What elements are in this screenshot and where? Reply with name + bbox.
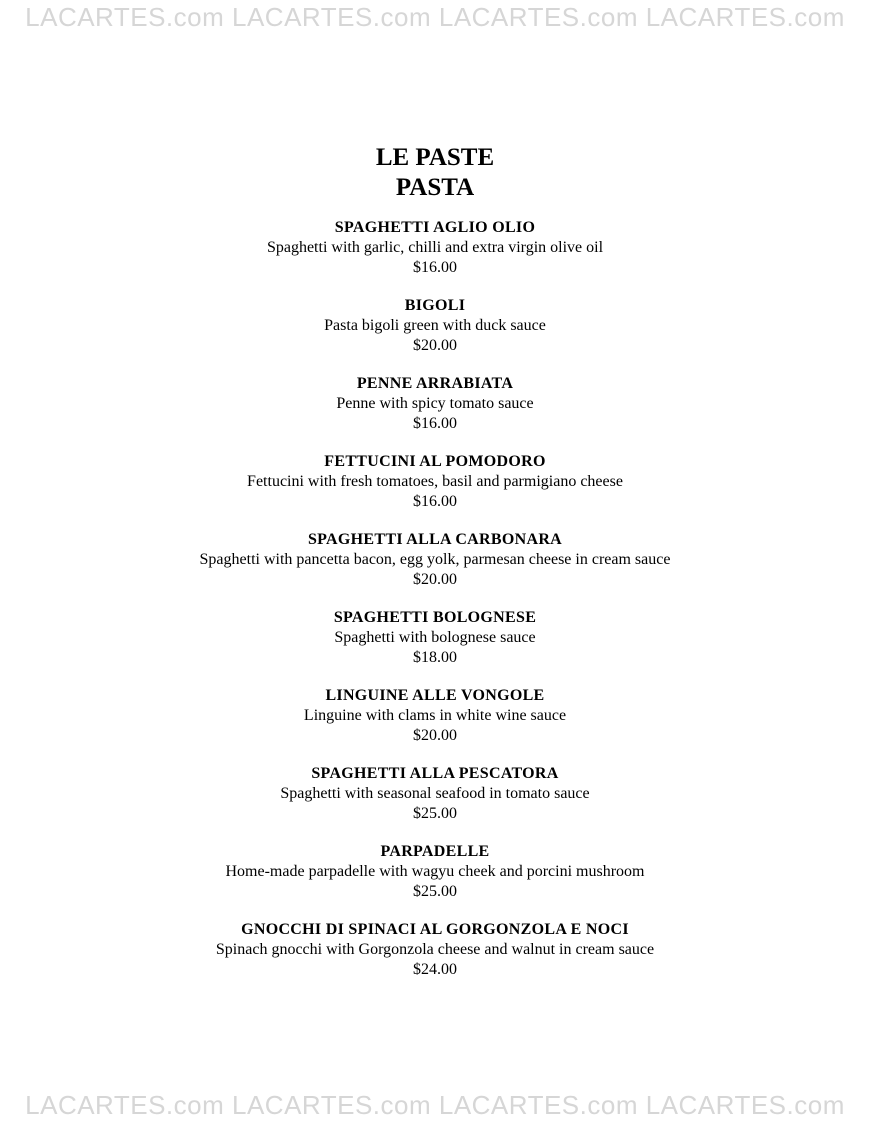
watermark-top: LACARTES.com LACARTES.com LACARTES.com LACARTES.com [25,2,845,32]
menu-item [0,842,870,917]
menu-page [0,143,870,995]
item-price: $16.00 [413,415,457,432]
item-price: $16.00 [413,493,457,510]
section-title-italian: LE PASTE [375,144,495,171]
item-description: Penne with spicy tomato sauce [336,395,534,412]
item-description: Spaghetti with bolognese sauce [334,629,536,646]
menu-items [0,218,870,995]
menu-item [0,686,870,761]
item-description: Spaghetti with garlic, chilli and extra virgin olive oil [266,239,604,256]
item-description: Fettucini with fresh tomatoes, basil and parmigiano cheese [247,473,623,490]
item-price: $20.00 [413,337,457,354]
menu-item [0,374,870,449]
item-price: $16.00 [413,259,457,276]
item-name: FETTUCINI AL POMODORO [324,453,546,470]
section-title-english: PASTA [395,174,475,201]
item-price: $25.00 [413,805,457,822]
item-description: Pasta bigoli green with duck sauce [324,317,546,334]
menu-item [0,218,870,293]
item-name: SPAGHETTI ALLA CARBONARA [307,531,563,548]
item-description: Spaghetti with pancetta bacon, egg yolk, parmesan cheese in cream sauce [199,551,671,568]
item-price: $20.00 [413,571,457,588]
item-name: SPAGHETTI AGLIO OLIO [334,219,536,236]
watermark-bottom: LACARTES.com LACARTES.com LACARTES.com LACARTES.com [25,1090,845,1120]
item-description: Home-made parpadelle with wagyu cheek and porcini mushroom [225,863,645,880]
item-name: PENNE ARRABIATA [356,375,514,392]
item-price: $20.00 [413,727,457,744]
item-name: PARPADELLE [380,843,490,860]
item-description: Linguine with clams in white wine sauce [303,707,567,724]
item-price: $18.00 [413,649,457,666]
item-name: LINGUINE ALLE VONGOLE [325,687,545,704]
menu-item [0,920,870,995]
menu-item [0,530,870,605]
item-name: GNOCCHI DI SPINACI AL GORGONZOLA E NOCI [241,921,629,938]
item-price: $24.00 [413,961,457,978]
item-description: Spaghetti with seasonal seafood in tomato sauce [280,785,590,802]
menu-item [0,608,870,683]
menu-item [0,296,870,371]
item-price: $25.00 [413,883,457,900]
item-description: Spinach gnocchi with Gorgonzola cheese and walnut in cream sauce [215,941,655,958]
item-name: SPAGHETTI ALLA PESCATORA [311,765,559,782]
menu-item [0,764,870,839]
menu-item [0,452,870,527]
item-name: SPAGHETTI BOLOGNESE [333,609,537,626]
item-name: BIGOLI [404,297,466,314]
